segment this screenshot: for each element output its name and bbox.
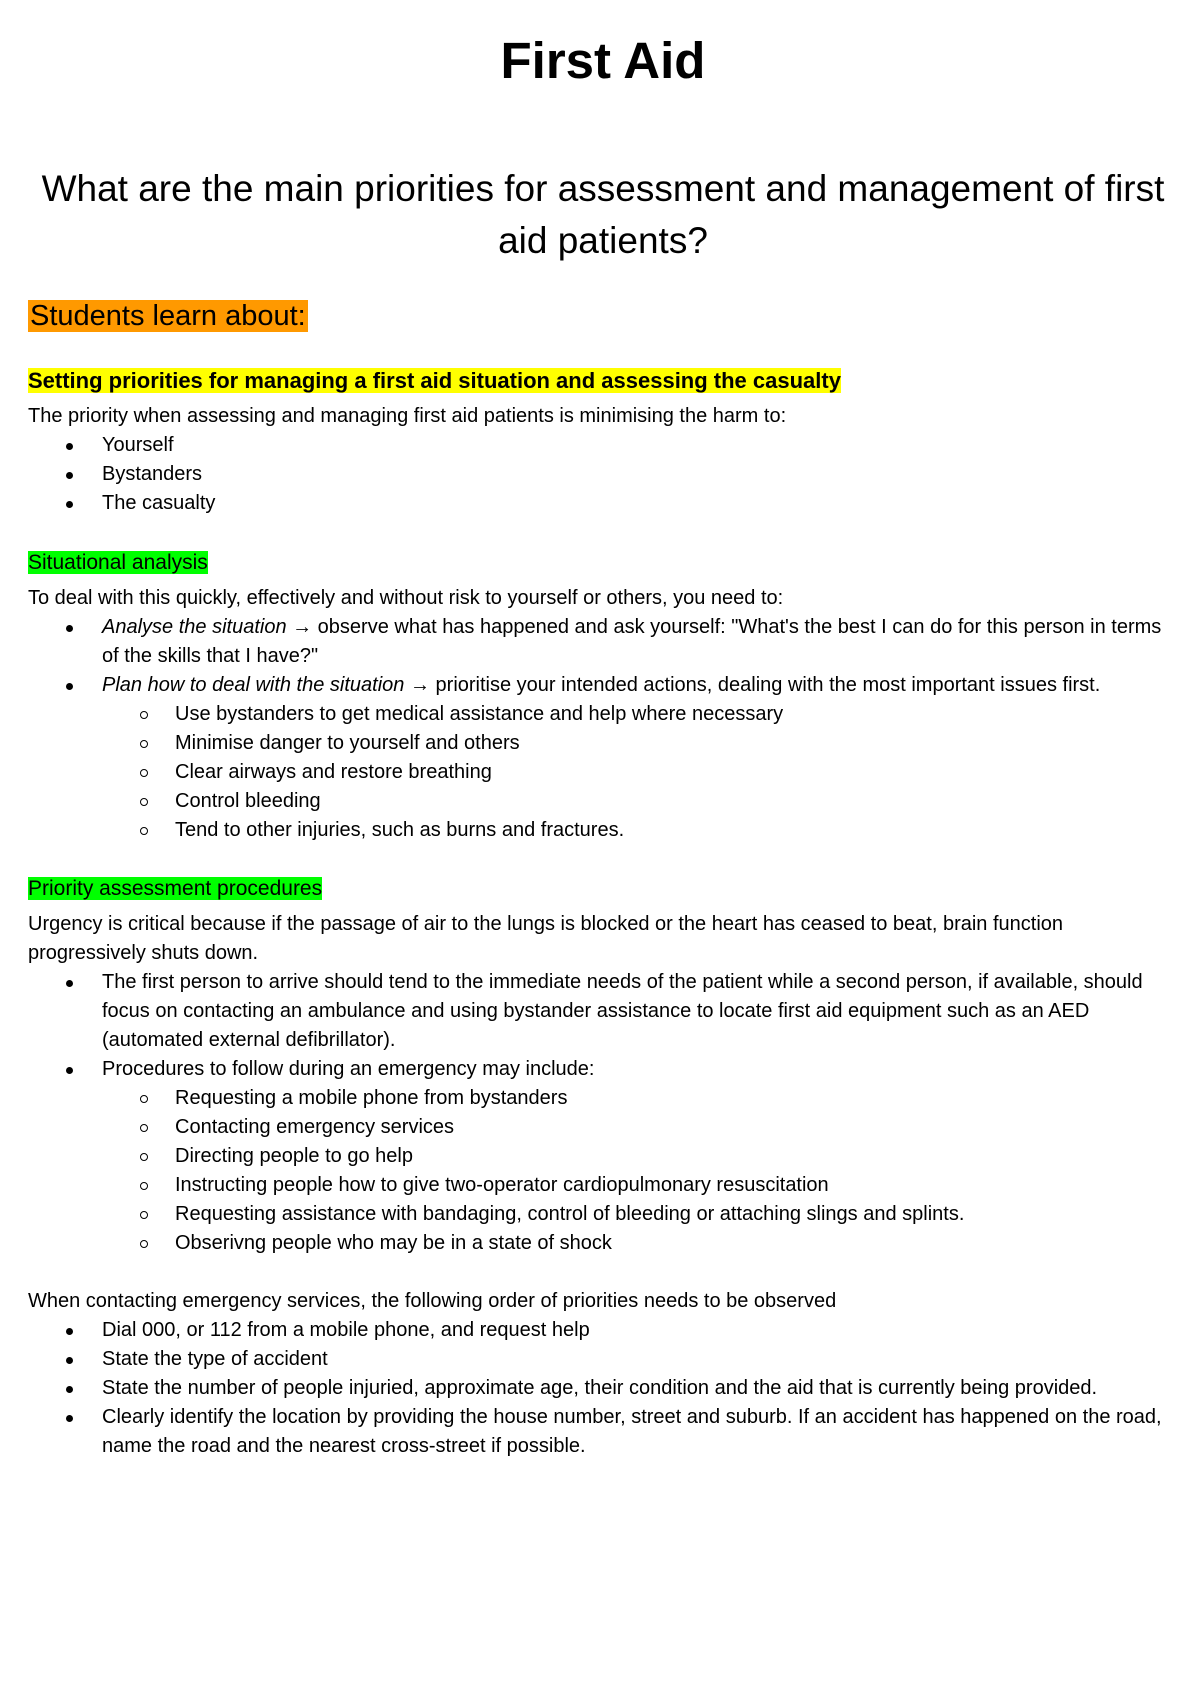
list-item: The first person to arrive should tend to the immediate needs of the patient while a second person, if available, should focus on contacting an ambulance and using bystander assistance to locate first aid equipment such as an AED (automated external defibrillator). [28, 968, 1178, 1055]
list-item: Dial 000, or 112 from a mobile phone, and request help [28, 1316, 1178, 1345]
sub-list-item: Obserivng people who may be in a state of shock [28, 1229, 1178, 1258]
priority-list [28, 968, 1178, 1258]
sub-list-item: Requesting assistance with bandaging, control of bleeding or attaching slings and splints. [28, 1200, 1178, 1229]
list-item-emphasis: Plan how to deal with the situation [102, 674, 405, 696]
sub-list-item: Minimise danger to yourself and others [28, 729, 1178, 758]
sub-list-item: Use bystanders to get medical assistance and help where necessary [28, 700, 1178, 729]
list-item: Yourself [28, 431, 1178, 460]
section-setting-priorities-intro: The priority when assessing and managing first aid patients is minimising the harm to: [28, 405, 787, 427]
sub-list-item: Control bleeding [28, 787, 1178, 816]
sub-list-item: Instructing people how to give two-operator cardiopulmonary resuscitation [28, 1171, 1178, 1200]
document-page [28, 0, 1178, 1461]
list-item-text: → observe what has happened and ask yourself: "What's the best I can do for this person in terms of the skills that I have?" [102, 616, 1162, 667]
list-item: State the type of accident [28, 1345, 1178, 1374]
list-item-emphasis: Analyse the situation [102, 616, 287, 638]
situational-analysis-intro: To deal with this quickly, effectively and without risk to yourself or others, you need to: [28, 587, 784, 609]
students-learn-heading: Students learn about: [30, 300, 306, 332]
section-setting-priorities-heading: Setting priorities for managing a first aid situation and assessing the casualty [28, 368, 841, 393]
page-title: First Aid [500, 32, 706, 89]
procedures-sub-list [28, 1084, 1178, 1258]
section-emergency-services [28, 1287, 1178, 1461]
list-item [28, 1055, 1178, 1258]
students-learn-heading-wrap [28, 298, 1178, 334]
emergency-list [28, 1316, 1178, 1461]
situational-list [28, 613, 1178, 845]
list-item [28, 671, 1178, 845]
guiding-question: What are the main priorities for assessment and management of first aid patients? [41, 168, 1165, 261]
sub-list-item: Clear airways and restore breathing [28, 758, 1178, 787]
section-situational-analysis [28, 548, 1178, 845]
list-item-text: → prioritise your intended actions, dealing with the most important issues first. [404, 674, 1101, 696]
harm-list [28, 431, 1178, 518]
section-setting-priorities [28, 366, 1178, 518]
list-item: Clearly identify the location by providing the house number, street and suburb. If an accident has happened on the road, name the road and the nearest cross-street if possible. [28, 1403, 1178, 1461]
list-item-text: Procedures to follow during an emergency may include: [102, 1058, 595, 1080]
sub-list-item: Tend to other injuries, such as burns and fractures. [28, 816, 1178, 845]
list-item: State the number of people injuried, approximate age, their condition and the aid that is currently being provided. [28, 1374, 1178, 1403]
situational-sub-list [28, 700, 1178, 845]
list-item [28, 613, 1178, 671]
emergency-intro: When contacting emergency services, the following order of priorities needs to be observed [28, 1290, 837, 1312]
list-item: Bystanders [28, 460, 1178, 489]
sub-list-item: Requesting a mobile phone from bystanders [28, 1084, 1178, 1113]
section-priority-assessment [28, 874, 1178, 1258]
list-item: The casualty [28, 489, 1178, 518]
priority-assessment-intro: Urgency is critical because if the passage of air to the lungs is blocked or the heart has ceased to beat, brain function progressively shuts down. [28, 913, 1064, 964]
priority-assessment-heading: Priority assessment procedures [28, 877, 323, 900]
situational-analysis-heading: Situational analysis [28, 551, 208, 574]
sub-list-item: Directing people to go help [28, 1142, 1178, 1171]
sub-list-item: Contacting emergency services [28, 1113, 1178, 1142]
